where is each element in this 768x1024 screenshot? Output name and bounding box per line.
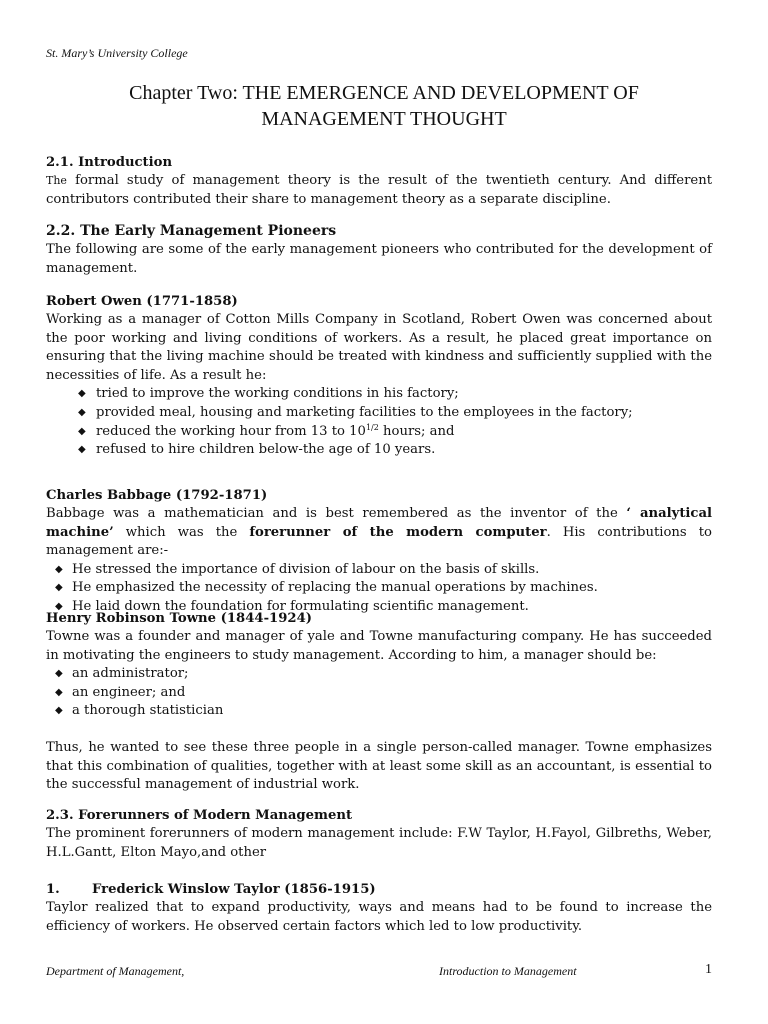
section-introduction <box>46 153 712 209</box>
page-number: 1 <box>705 962 712 977</box>
diamond-bullet-icon: ◆ <box>78 444 86 456</box>
list-item: ◆ He emphasized the necessity of replacing the manual operations by machines. <box>46 579 712 598</box>
chapter-title-line-1: Chapter Two: THE EMERGENCE AND DEVELOPMENT OF <box>129 82 639 104</box>
diamond-bullet-icon: ◆ <box>55 582 63 594</box>
diamond-bullet-icon: ◆ <box>55 600 63 612</box>
person-heading: Charles Babbage (1792-1871) <box>46 488 268 503</box>
paragraph: The prominent forerunners of modern management include: F.W Taylor, H.Fayol, Gilbreths, Weber, H.L.Gantt, Elton Mayo,and other <box>46 826 712 860</box>
bullet-list <box>46 665 712 721</box>
section-heading: 2.3. Forerunners of Modern Management <box>46 808 353 823</box>
list-item: ◆ an engineer; and <box>46 684 712 703</box>
list-item: ◆ a thorough statistician <box>46 702 712 721</box>
diamond-bullet-icon: ◆ <box>55 705 63 717</box>
diamond-bullet-icon: ◆ <box>78 425 86 437</box>
numbered-heading <box>46 880 712 899</box>
list-item: ◆ tried to improve the working conditions in his factory; <box>46 385 712 404</box>
paragraph: Working as a manager of Cotton Mills Company in Scotland, Robert Owen was concerned about the poor working and living conditions of workers. As a result, he placed great importance on ensuring that the living machine should be treated with kindness and sufficiently supplied with the necessities of life. As a result he: <box>46 312 712 383</box>
section-robert-owen <box>46 292 712 460</box>
chapter-title-line-2: MANAGEMENT THOUGHT <box>261 108 507 130</box>
person-heading: Robert Owen (1771-1858) <box>46 294 238 309</box>
paragraph: Taylor realized that to expand productivity, ways and means had to be found to increase the efficiency of workers. He observed certain factors which led to low productivity. <box>46 900 712 934</box>
diamond-bullet-icon: ◆ <box>55 563 63 575</box>
section-heading: 2.1. Introduction <box>46 155 173 170</box>
paragraph <box>46 172 712 209</box>
paragraph: Babbage was a mathematician and is best remembered as the inventor of the ‘ analytical machine’ which was the forerunner of the modern computer. His contributions to management are:- <box>46 506 712 559</box>
text-body: formal study of management theory is the result of the twentieth century. And different contributors contributed their share to management theory as a separate discipline. <box>46 173 712 207</box>
section-forerunners <box>46 806 712 862</box>
chapter-title <box>46 80 722 132</box>
paragraph: Towne was a founder and manager of yale and Towne manufacturing company. He has succeeded in motivating the engineers to study management. According to him, a manager should be: <box>46 629 712 663</box>
section-heading: 2.2. The Early Management Pioneers <box>46 223 337 239</box>
list-item: ◆ He laid down the foundation for formulating scientific management. <box>46 598 712 617</box>
section-charles-babbage <box>46 486 712 617</box>
list-item: ◆ an administrator; <box>46 665 712 684</box>
heading-number: 1. <box>46 882 60 897</box>
diamond-bullet-icon: ◆ <box>78 388 86 400</box>
heading-text: Frederick Winslow Taylor (1856-1915) <box>92 882 376 897</box>
bullet-list <box>46 385 712 459</box>
header-organization: St. Mary’s University College <box>46 46 188 60</box>
list-item: ◆ provided meal, housing and marketing facilities to the employees in the factory; <box>46 404 712 423</box>
paragraph: Thus, he wanted to see these three people in a single person-called manager. Towne emphasizes that this combination of qualities, together with at least some skill as an accountant, is essential to the successful management of industrial work. <box>46 739 712 793</box>
section-early-pioneers <box>46 222 712 278</box>
footer-department: Department of Management, <box>46 964 185 978</box>
section-henry-towne <box>46 609 712 795</box>
diamond-bullet-icon: ◆ <box>55 668 63 680</box>
paragraph: The following are some of the early management pioneers who contributed for the development of management. <box>46 242 712 276</box>
list-item: ◆ refused to hire children below-the age of 10 years. <box>46 441 712 460</box>
diamond-bullet-icon: ◆ <box>78 406 86 418</box>
list-item: ◆ reduced the working hour from 13 to $10^{1/2}$ hours; and <box>46 423 712 442</box>
person-heading: Henry Robinson Towne (1844-1924) <box>46 611 312 626</box>
diamond-bullet-icon: ◆ <box>55 686 63 698</box>
section-taylor <box>46 880 712 936</box>
text-lead: The <box>46 174 67 187</box>
list-item: ◆ He stressed the importance of division of labour on the basis of skills. <box>46 561 712 580</box>
footer-course: Introduction to Management <box>439 964 577 978</box>
